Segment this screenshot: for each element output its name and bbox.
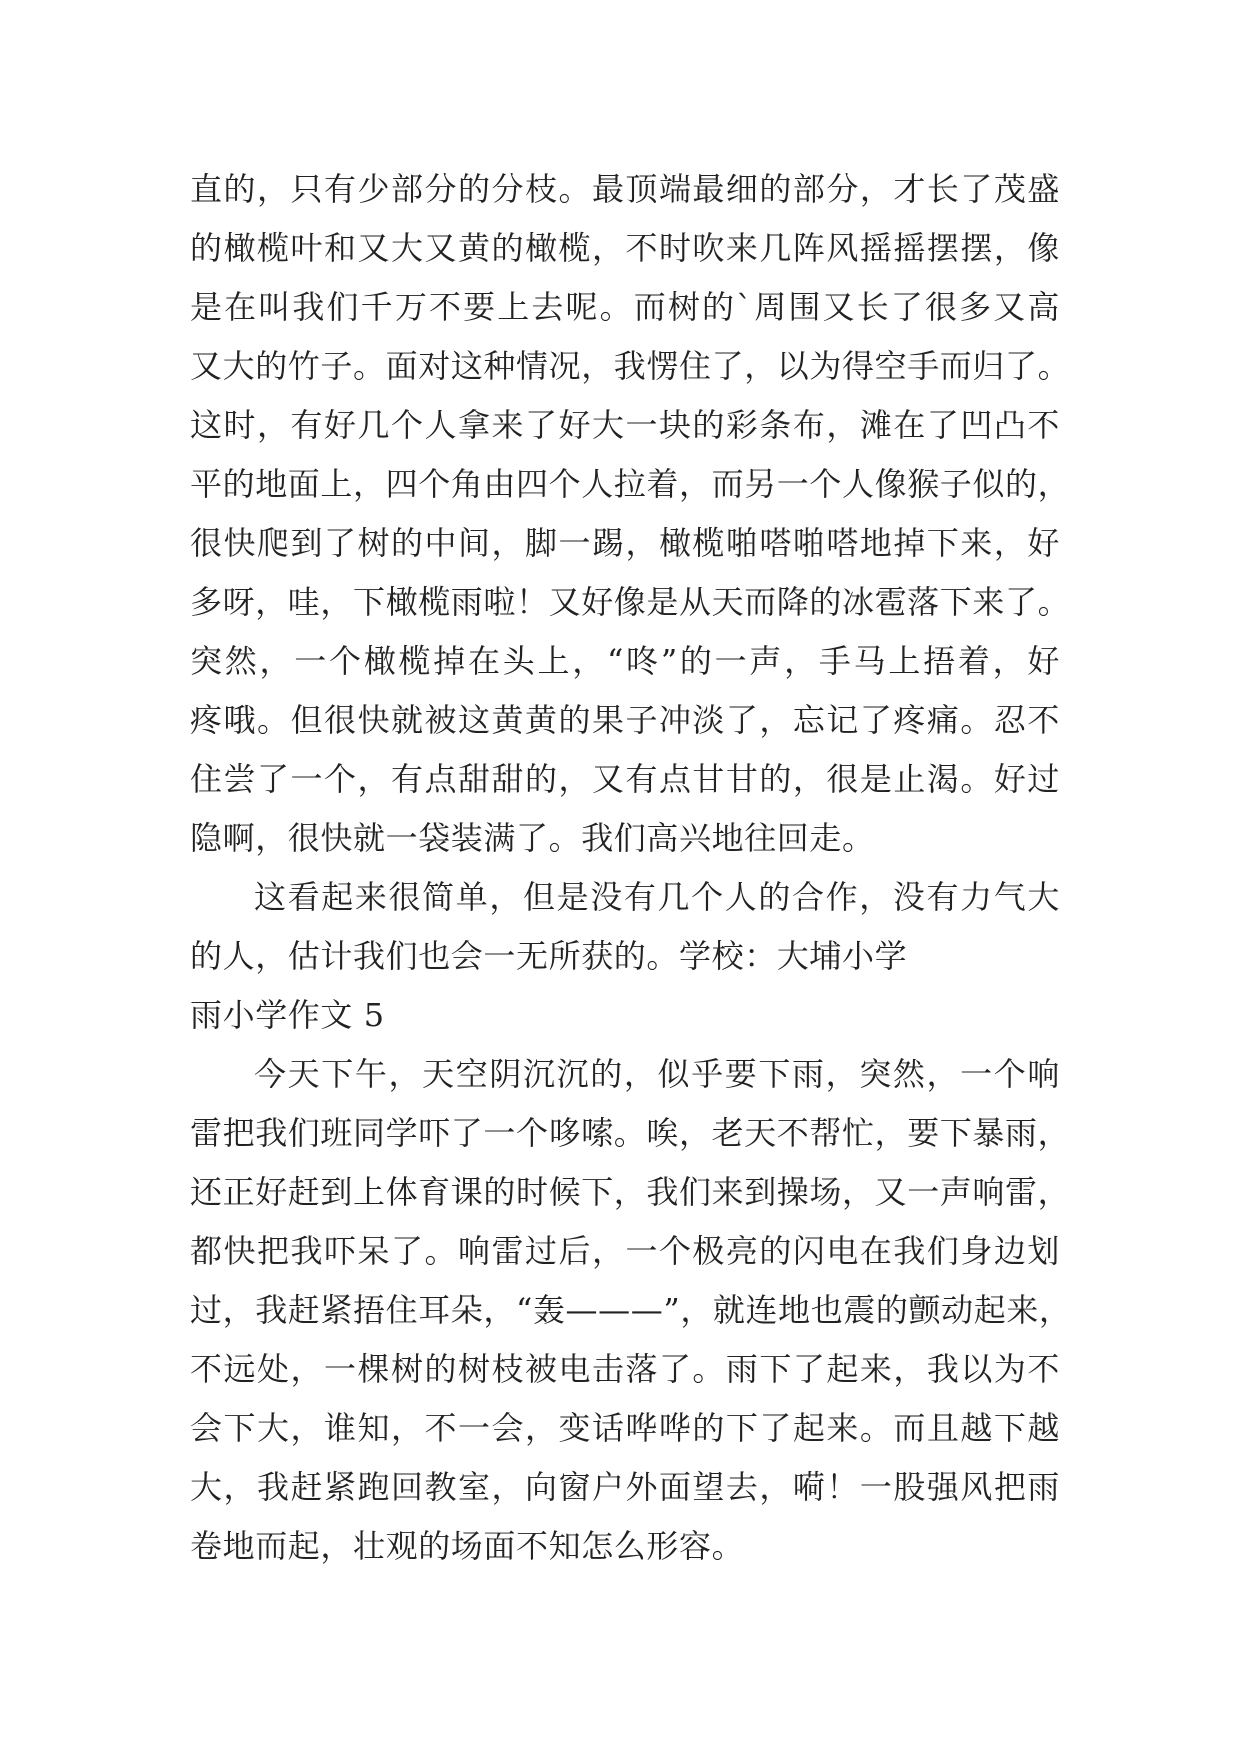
text-line: 的人，估计我们也会一无所获的。学校：大埔小学	[190, 937, 908, 975]
text-line: 直的，只有少部分的分枝。最顶端最细的部分，才长了茂盛	[190, 170, 1060, 208]
text-line: 的橄榄叶和又大又黄的橄榄，不时吹来几阵风摇摇摆摆，像	[190, 229, 1060, 267]
text-line: 住尝了一个，有点甜甜的，又有点甘甘的，很是止渴。好过	[190, 760, 1060, 798]
text-line: 大，我赶紧跑回教室，向窗户外面望去，嗬！一股强风把雨	[190, 1468, 1060, 1506]
text-line: 又大的竹子。面对这种情况，我愣住了，以为得空手而归了。	[190, 347, 1071, 385]
text-line: 很快爬到了树的中间，脚一踢，橄榄啪嗒啪嗒地掉下来，好	[190, 524, 1060, 562]
text-line: 都快把我吓呆了。响雷过后，一个极亮的闪电在我们身边划	[190, 1232, 1060, 1270]
text-line: 隐啊，很快就一袋装满了。我们高兴地往回走。	[190, 819, 875, 857]
text-line: 会下大，谁知，不一会，变话哗哗的下了起来。而且越下越	[190, 1409, 1060, 1447]
text-line: 过，我赶紧捂住耳朵，“轰———”，就连地也震的颤动起来，	[190, 1291, 1072, 1329]
text-line: 卷地而起，壮观的场面不知怎么形容。	[190, 1527, 745, 1565]
text-line: 还正好赶到上体育课的时候下，我们来到操场，又一声响雷，	[190, 1173, 1071, 1211]
text-line: 疼哦。但很快就被这黄黄的果子冲淡了，忘记了疼痛。忍不	[190, 701, 1060, 739]
text-line: 今天下午，天空阴沉沉的，似乎要下雨，突然，一个响	[254, 1055, 1060, 1093]
text-line: 不远处，一棵树的树枝被电击落了。雨下了起来，我以为不	[190, 1350, 1060, 1388]
text-line: 突然，一个橄榄掉在头上，“咚”的一声，手马上捂着，好	[190, 642, 1060, 680]
text-line: 多呀，哇，下橄榄雨啦！又好像是从天而降的冰雹落下来了。	[190, 583, 1071, 621]
text-line: 是在叫我们千万不要上去呢。而树的`周围又长了很多又高	[190, 288, 1060, 326]
text-line: 这看起来很简单，但是没有几个人的合作，没有力气大	[254, 878, 1060, 916]
text-line: 雨小学作文 5	[190, 996, 385, 1034]
text-line: 平的地面上，四个角由四个人拉着，而另一个人像猴子似的，	[190, 465, 1071, 503]
text-line: 这时，有好几个人拿来了好大一块的彩条布，滩在了凹凸不	[190, 406, 1060, 444]
document-body	[190, 160, 1072, 1576]
text-line: 雷把我们班同学吓了一个哆嗦。唉，老天不帮忙，要下暴雨，	[190, 1114, 1071, 1152]
